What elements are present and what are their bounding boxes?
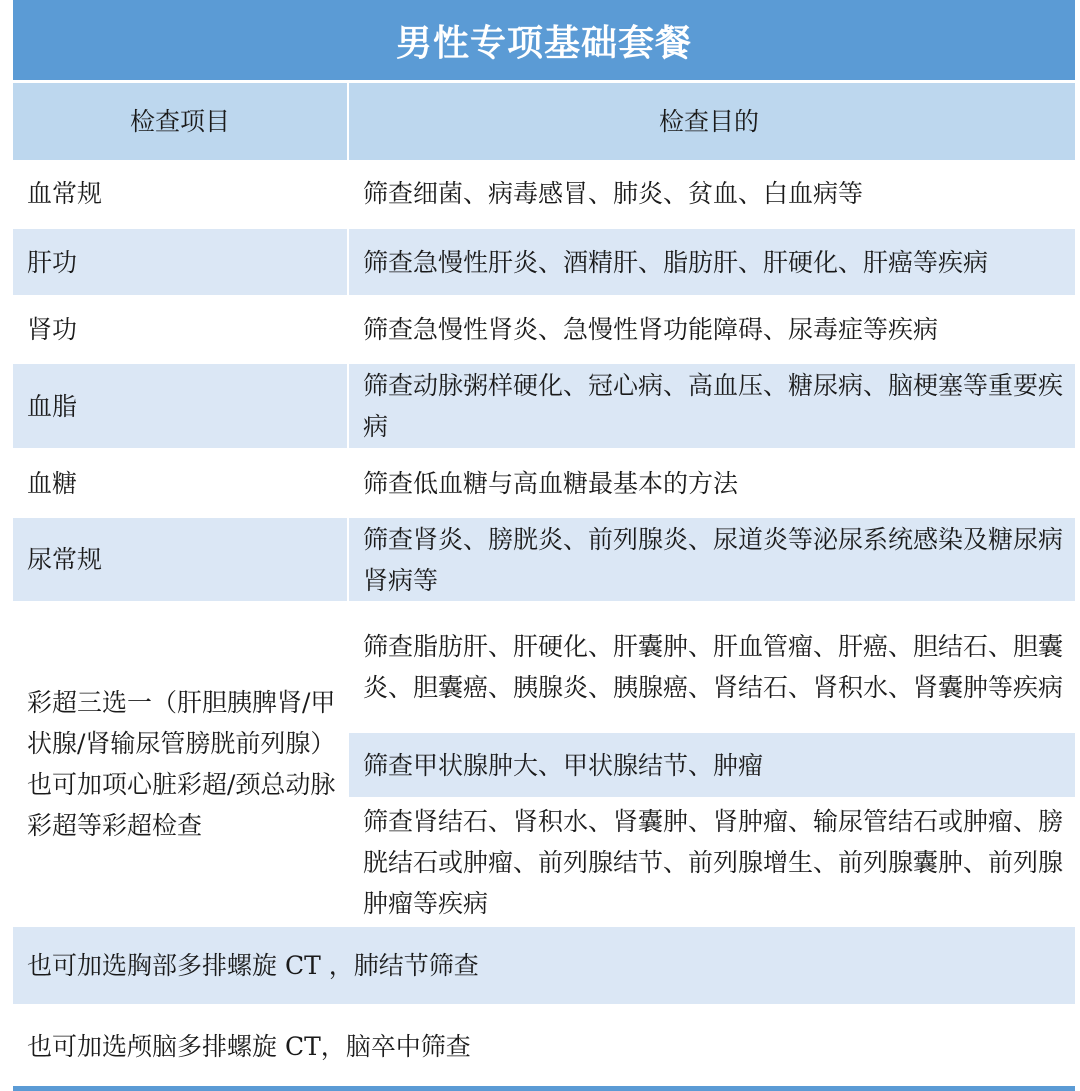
package-table [13, 0, 1075, 1091]
row-purpose: 筛查细菌、病毒感冒、肺炎、贫血、白血病等 [363, 179, 864, 208]
row-item: 肝功 [27, 247, 78, 277]
row-purpose: 筛查急慢性肝炎、酒精肝、脂肪肝、肝硬化、肝癌等疾病 [363, 247, 989, 277]
extra-text: 也可加选胸部多排螺旋 CT ，肺结节筛查 [27, 951, 479, 980]
row-purpose: 筛查急慢性肾炎、急慢性肾功能障碍、尿毒症等疾病 [363, 315, 939, 344]
row-item: 尿常规 [27, 545, 103, 574]
ultrasound-purpose-urinary: 筛查肾结石、肾积水、肾囊肿、肾肿瘤、输尿管结石或肿瘤、膀胱结石或肿瘤、前列腺结节、前列腺增生、前列腺囊肿、前列腺肿瘤等疾病 [349, 799, 1075, 925]
ultrasound-purpose-thyroid: 筛查甲状腺肿大、甲状腺结节、肿瘤 [349, 733, 1075, 797]
extra-row-chest-ct [13, 927, 1075, 1004]
bottom-border [13, 1086, 1075, 1091]
row-purpose: 筛查动脉粥样硬化、冠心病、高血压、糖尿病、脑梗塞等重要疾病 [363, 371, 1064, 441]
header-item: 检查项目 [129, 107, 230, 136]
column-divider [347, 80, 349, 925]
row-item: 血常规 [27, 179, 103, 208]
table-header [13, 80, 1075, 160]
table-row [13, 297, 1075, 362]
row-item: 血脂 [27, 391, 78, 421]
extra-row-brain-ct [13, 1006, 1075, 1086]
table-row [13, 160, 1075, 227]
row-item: 血糖 [27, 468, 78, 498]
table-row [13, 450, 1075, 516]
row-purpose: 筛查肾炎、膀胱炎、前列腺炎、尿道炎等泌尿系统感染及糖尿病肾病等 [363, 524, 1064, 595]
row-item: 肾功 [27, 315, 78, 344]
table-row [13, 364, 1075, 448]
table-row [13, 518, 1075, 601]
table-row [13, 229, 1075, 295]
table-title: 男性专项基础套餐 [13, 0, 1075, 80]
header-purpose: 检查目的 [658, 107, 759, 136]
ultrasound-purpose-abdomen: 筛查脂肪肝、肝硬化、肝囊肿、肝血管瘤、肝癌、胆结石、胆囊炎、胆囊癌、胰腺炎、胰腺癌、肾结石、肾积水、肾囊肿等疾病 [349, 603, 1075, 731]
ultrasound-item: 彩超三选一（肝胆胰脾肾/甲状腺/肾输尿管膀胱前列腺）也可加项心脏彩超/颈总动脉彩超等彩超检查 [27, 688, 336, 840]
extra-text: 也可加选颅脑多排螺旋 CT，脑卒中筛查 [27, 1031, 471, 1061]
row-purpose: 筛查低血糖与高血糖最基本的方法 [363, 468, 739, 498]
